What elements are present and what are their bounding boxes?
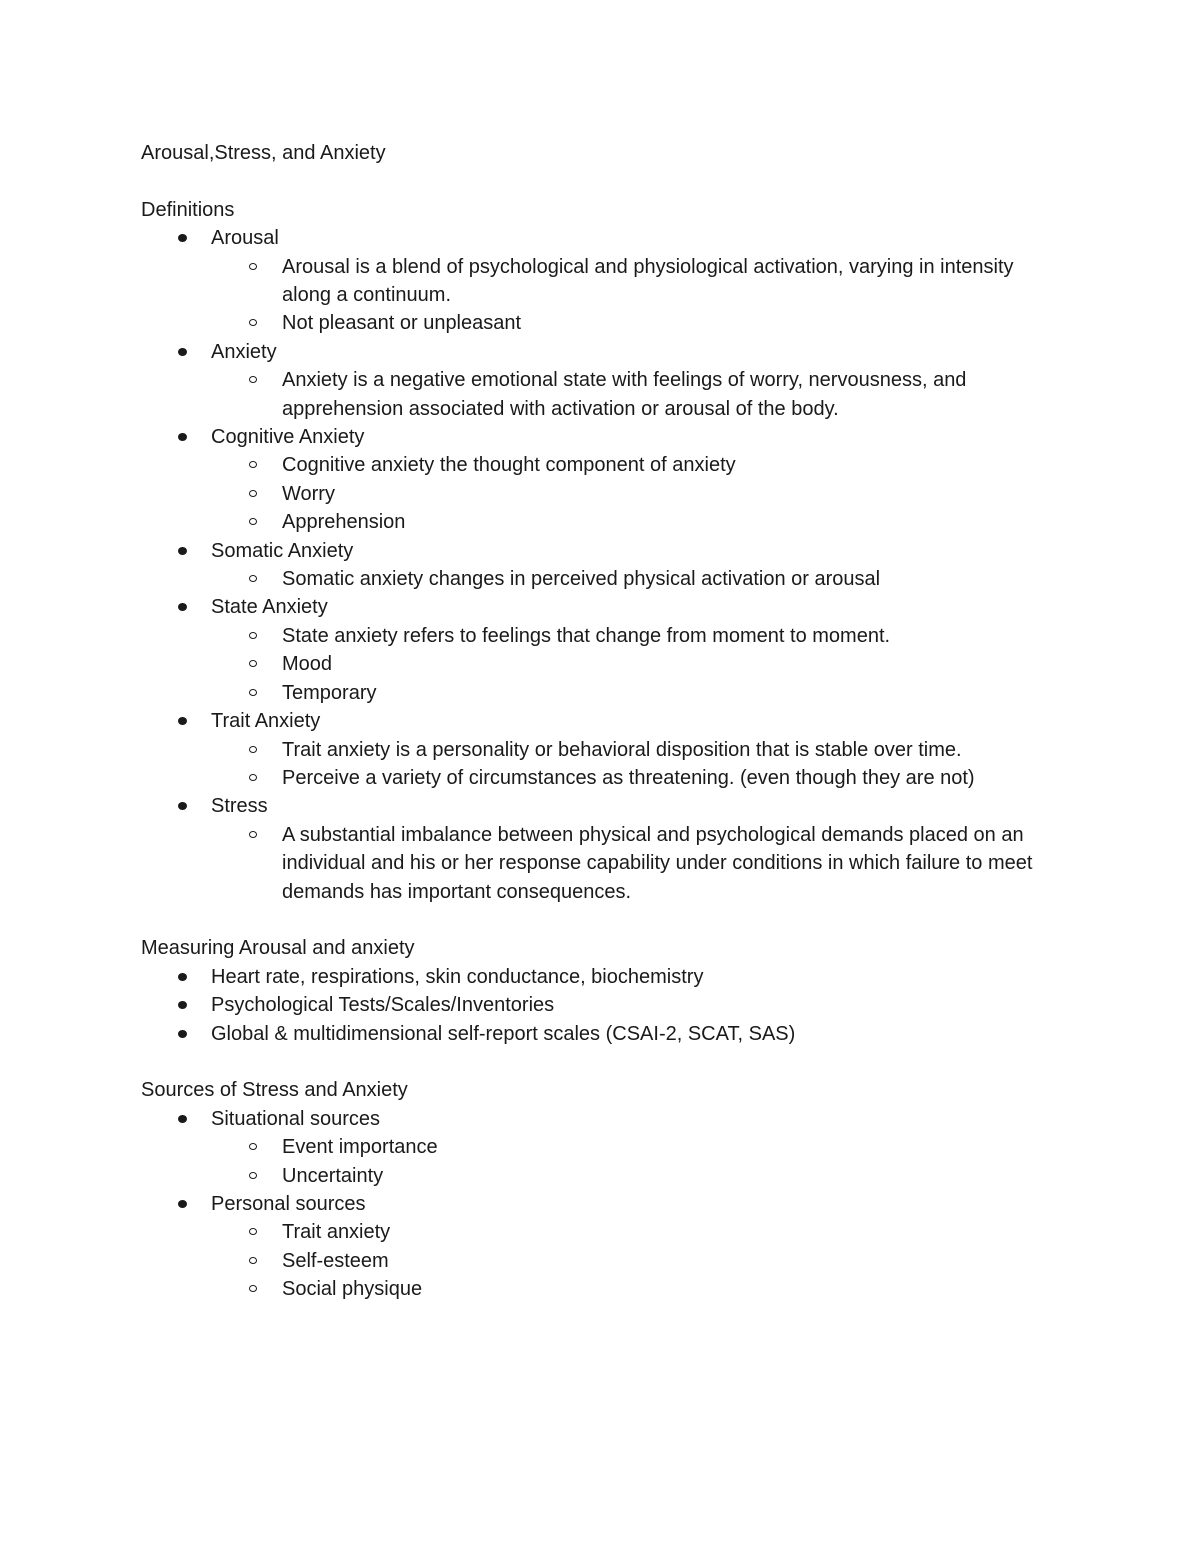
sub-list-item: [282, 451, 1081, 479]
hollow-bullet-icon: [249, 1172, 257, 1179]
sub-list-item-text: Perceive a variety of circumstances as threatening. (even though they are not): [282, 766, 975, 789]
bullet-list: [141, 224, 1081, 906]
hollow-bullet-icon: [249, 461, 257, 468]
hollow-bullet-icon: [249, 1143, 257, 1150]
hollow-bullet-icon: [249, 518, 257, 525]
hollow-bullet-icon: [249, 689, 257, 696]
hollow-bullet-icon: [249, 660, 257, 667]
list-item: [211, 338, 1081, 423]
sub-list-item-text: Not pleasant or unpleasant: [282, 312, 522, 335]
list-item-label: State Anxiety: [211, 596, 328, 619]
sub-list-item-text: Somatic anxiety changes in perceived physical activation or arousal: [282, 568, 881, 591]
filled-bullet-icon: [178, 1115, 187, 1123]
list-item-label: Stress: [211, 795, 268, 818]
filled-bullet-icon: [178, 348, 187, 356]
sub-bullet-list: [211, 366, 1081, 423]
sub-list-item: [282, 821, 1081, 906]
sub-list-item-text: Arousal is a blend of psychological and physiological activation, varying in intensity along a continuum.: [282, 255, 1014, 307]
list-item: [211, 963, 1081, 991]
sub-list-item: [282, 1275, 1081, 1303]
list-item-label: Cognitive Anxiety: [211, 426, 365, 449]
list-item: [211, 537, 1081, 594]
sub-list-item: [282, 1162, 1081, 1190]
sub-list-item: [282, 736, 1081, 764]
sub-list-item-text: Social physique: [282, 1278, 423, 1301]
bullet-list: [141, 963, 1081, 1048]
sub-list-item: [282, 622, 1081, 650]
sub-list-item: [282, 1218, 1081, 1246]
sub-list-item: [282, 565, 1081, 593]
list-item: [211, 593, 1081, 707]
sub-list-item-text: Trait anxiety: [282, 1221, 391, 1244]
section-heading: Measuring Arousal and anxiety: [141, 937, 415, 960]
hollow-bullet-icon: [249, 831, 257, 838]
sub-bullet-list: [211, 622, 1081, 707]
filled-bullet-icon: [178, 547, 187, 555]
sub-list-item: [282, 253, 1081, 310]
sub-list-item-text: A substantial imbalance between physical and psychological demands placed on an individual and his or her response capability under conditions in which failure to meet demands has important consequences.: [282, 823, 1033, 903]
hollow-bullet-icon: [249, 632, 257, 639]
document-page: [141, 139, 1081, 1304]
sub-bullet-list: [211, 736, 1081, 793]
filled-bullet-icon: [178, 802, 187, 810]
list-item: [211, 1105, 1081, 1190]
sub-bullet-list: [211, 1133, 1081, 1190]
sub-bullet-list: [211, 451, 1081, 536]
list-item: [211, 707, 1081, 792]
sub-list-item-text: Uncertainty: [282, 1164, 384, 1187]
filled-bullet-icon: [178, 603, 187, 611]
hollow-bullet-icon: [249, 1257, 257, 1264]
filled-bullet-icon: [178, 1001, 187, 1009]
list-item-label: Situational sources: [211, 1107, 380, 1130]
sub-list-item-text: Trait anxiety is a personality or behavioral disposition that is stable over time.: [282, 738, 962, 761]
list-item-label: Psychological Tests/Scales/Inventories: [211, 994, 555, 1017]
hollow-bullet-icon: [249, 263, 257, 270]
sub-list-item-text: State anxiety refers to feelings that change from moment to moment.: [282, 624, 891, 647]
hollow-bullet-icon: [249, 376, 257, 383]
list-item: [211, 991, 1081, 1019]
list-item: [211, 224, 1081, 338]
list-item-label: Global & multidimensional self-report scales (CSAI-2, SCAT, SAS): [211, 1022, 796, 1045]
hollow-bullet-icon: [249, 490, 257, 497]
filled-bullet-icon: [178, 1200, 187, 1208]
list-item: [211, 423, 1081, 537]
list-item: [211, 792, 1081, 906]
sub-bullet-list: [211, 1218, 1081, 1303]
sub-list-item: [282, 1133, 1081, 1161]
section-spacer: [141, 1048, 1081, 1076]
document-body: [141, 167, 1081, 1303]
filled-bullet-icon: [178, 433, 187, 441]
filled-bullet-icon: [178, 973, 187, 981]
sub-list-item: [282, 480, 1081, 508]
hollow-bullet-icon: [249, 575, 257, 582]
section-spacer: [141, 167, 1081, 195]
list-item-label: Trait Anxiety: [211, 710, 321, 733]
section-heading: Sources of Stress and Anxiety: [141, 1079, 408, 1102]
sub-list-item-text: Anxiety is a negative emotional state with feelings of worry, nervousness, and apprehension associated with activation or arousal of the body.: [282, 369, 967, 420]
sub-list-item: [282, 366, 1081, 423]
hollow-bullet-icon: [249, 774, 257, 781]
bullet-list: [141, 1105, 1081, 1304]
list-item-label: Anxiety: [211, 340, 277, 363]
sub-list-item: [282, 764, 1081, 792]
hollow-bullet-icon: [249, 1228, 257, 1235]
document-title: Arousal,Stress, and Anxiety: [141, 142, 386, 164]
hollow-bullet-icon: [249, 1285, 257, 1292]
hollow-bullet-icon: [249, 319, 257, 326]
sub-list-item-text: Apprehension: [282, 511, 406, 534]
section-heading: Definitions: [141, 198, 235, 221]
sub-list-item: [282, 309, 1081, 337]
list-item: [211, 1020, 1081, 1048]
filled-bullet-icon: [178, 717, 187, 725]
sub-bullet-list: [211, 565, 1081, 593]
sub-list-item-text: Self-esteem: [282, 1249, 389, 1272]
list-item-label: Personal sources: [211, 1192, 366, 1215]
filled-bullet-icon: [178, 234, 187, 242]
list-item: [211, 1190, 1081, 1304]
hollow-bullet-icon: [249, 746, 257, 753]
sub-list-item: [282, 679, 1081, 707]
sub-list-item-text: Worry: [282, 482, 335, 505]
list-item-label: Somatic Anxiety: [211, 539, 354, 562]
sub-list-item-text: Cognitive anxiety the thought component of anxiety: [282, 454, 736, 477]
sub-list-item: [282, 1247, 1081, 1275]
section-spacer: [141, 906, 1081, 934]
sub-list-item-text: Mood: [282, 653, 333, 676]
sub-list-item: [282, 650, 1081, 678]
list-item-label: Arousal: [211, 227, 279, 250]
sub-list-item: [282, 508, 1081, 536]
list-item-label: Heart rate, respirations, skin conductance, biochemistry: [211, 965, 704, 988]
sub-bullet-list: [211, 253, 1081, 338]
filled-bullet-icon: [178, 1030, 187, 1038]
sub-list-item-text: Temporary: [282, 681, 377, 704]
sub-list-item-text: Event importance: [282, 1136, 438, 1159]
sub-bullet-list: [211, 821, 1081, 906]
